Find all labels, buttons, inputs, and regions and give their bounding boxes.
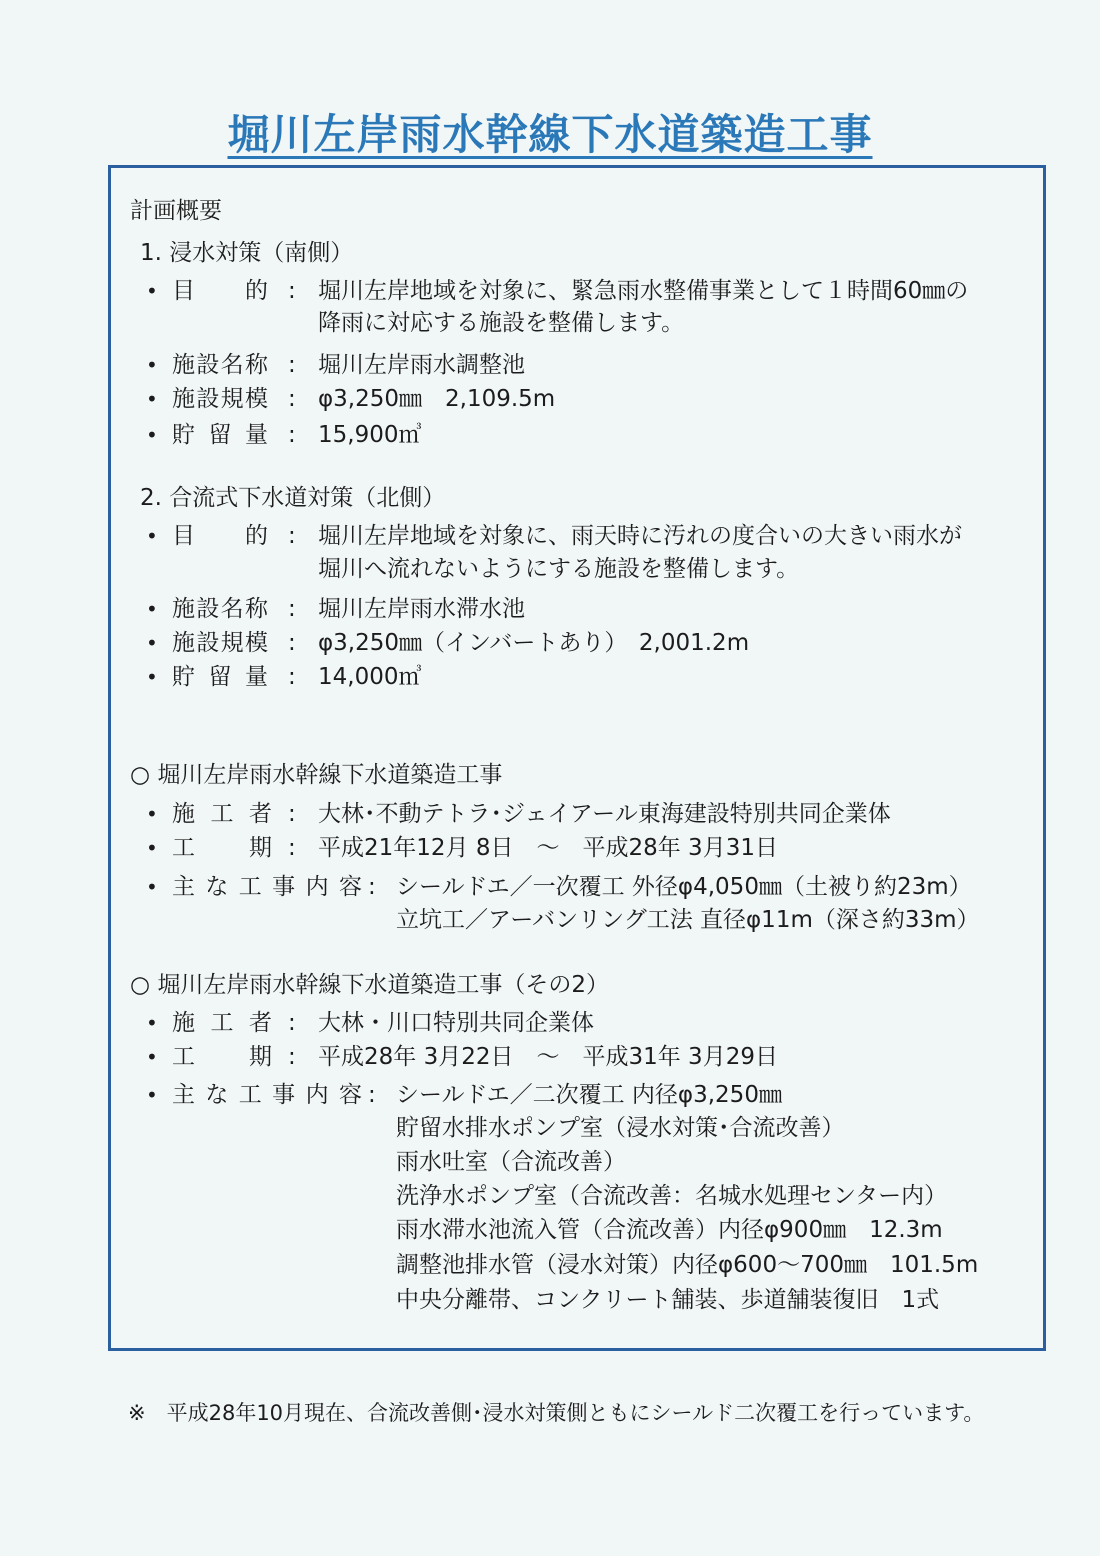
item-value: シールドエ／二次覆工 内径φ3,250㎜ (396, 1082, 782, 1108)
bullet: • (146, 802, 158, 826)
item-value: φ3,250㎜ 2,109.5m (318, 386, 556, 412)
bullet: • (146, 387, 158, 411)
item-label: 施 設 名 称 (172, 596, 268, 622)
item-value: 堀川左岸地域を対象に、緊急雨水整備事業として１時間60㎜の (318, 278, 969, 304)
colon: : (288, 278, 296, 304)
bullet: • (146, 353, 158, 377)
item-label: 施 設 名 称 (172, 352, 268, 378)
item-value: 堀川左岸雨水調整池 (318, 352, 525, 378)
item-value: 調整池排水管（浸水対策）内径φ600～700㎜ 101.5m (396, 1252, 979, 1278)
item-value: 平成28年 3月22日 ～ 平成31年 3月29日 (318, 1044, 778, 1070)
colon: : (288, 596, 296, 622)
colon: : (288, 801, 296, 827)
item-label: 主 な 工 事 内 容 (172, 1082, 362, 1108)
item-label: 施 工 者 (172, 801, 272, 827)
item-label: 貯 留 量 (172, 664, 268, 690)
bullet: • (146, 524, 158, 548)
item-value: 立坑工／アーバンリング工法 直径φ11m（深さ約33m） (396, 907, 980, 933)
colon: : (288, 630, 296, 656)
item-value: 15,900㎥ (318, 422, 422, 448)
item-value: シールドエ／一次覆工 外径φ4,050㎜（土被り約23m） (396, 874, 972, 900)
colon: : (288, 352, 296, 378)
bullet: • (146, 1083, 158, 1107)
item-value: 大林・川口特別共同企業体 (318, 1010, 594, 1036)
item-value: 堀川左岸雨水滞水池 (318, 596, 525, 622)
colon: : (368, 1082, 376, 1108)
footnote: ※ 平成28年10月現在、合流改善側･浸水対策側ともにシールド二次覆工を行っています。 (128, 1401, 985, 1425)
bullet: • (146, 1045, 158, 1069)
item-value: 雨水吐室（合流改善） (396, 1149, 626, 1175)
item-label: 施 設 規 模 (172, 630, 268, 656)
item-value: 洗浄水ポンプ室（合流改善：名城水処理センター内） (396, 1183, 948, 1209)
colon: : (288, 523, 296, 549)
item-value: 平成21年12月 8日 ～ 平成28年 3月31日 (318, 835, 778, 861)
item-label: 工 期 (172, 1044, 272, 1070)
item-label: 目 的 (172, 278, 268, 304)
overview-heading: 計画概要 (130, 198, 222, 224)
colon: : (368, 874, 376, 900)
section-heading: 2. 合流式下水道対策（北側） (140, 485, 446, 511)
bullet: • (146, 875, 158, 899)
item-value: 降雨に対応する施設を整備します。 (318, 310, 685, 336)
bullet: • (146, 836, 158, 860)
item-label: 施 設 規 模 (172, 386, 268, 412)
bullet: • (146, 279, 158, 303)
works-heading: ○ 堀川左岸雨水幹線下水道築造工事 (130, 762, 503, 788)
item-label: 主 な 工 事 内 容 (172, 874, 362, 900)
bullet: • (146, 597, 158, 621)
item-value: 雨水滞水池流入管（合流改善）内径φ900㎜ 12.3m (396, 1217, 943, 1243)
item-value: 堀川へ流れないようにする施設を整備します。 (318, 556, 800, 582)
bullet: • (146, 631, 158, 655)
item-label: 施 工 者 (172, 1010, 272, 1036)
colon: : (288, 664, 296, 690)
item-label: 貯 留 量 (172, 422, 268, 448)
colon: : (288, 835, 296, 861)
colon: : (288, 1010, 296, 1036)
item-value: 堀川左岸地域を対象に、雨天時に汚れの度合いの大きい雨水が (318, 523, 962, 549)
item-value: 大林･不動テトラ･ジェイアール東海建設特別共同企業体 (318, 801, 891, 827)
item-value: φ3,250㎜（インバートあり） 2,001.2m (318, 630, 750, 656)
bullet: • (146, 665, 158, 689)
page-title: 堀川左岸雨水幹線下水道築造工事 (227, 110, 873, 159)
bullet: • (146, 1011, 158, 1035)
item-label: 目 的 (172, 523, 268, 549)
colon: : (288, 1044, 296, 1070)
item-value: 貯留水排水ポンプ室（浸水対策･合流改善） (396, 1115, 845, 1141)
colon: : (288, 422, 296, 448)
works-heading: ○ 堀川左岸雨水幹線下水道築造工事（その2） (130, 972, 610, 998)
item-value: 14,000㎥ (318, 664, 422, 690)
bullet: • (146, 423, 158, 447)
section-heading: 1. 浸水対策（南側） (140, 240, 354, 266)
item-label: 工 期 (172, 835, 272, 861)
colon: : (288, 386, 296, 412)
item-value: 中央分離帯、コンクリート舗装、歩道舗装復旧 1式 (396, 1287, 940, 1313)
